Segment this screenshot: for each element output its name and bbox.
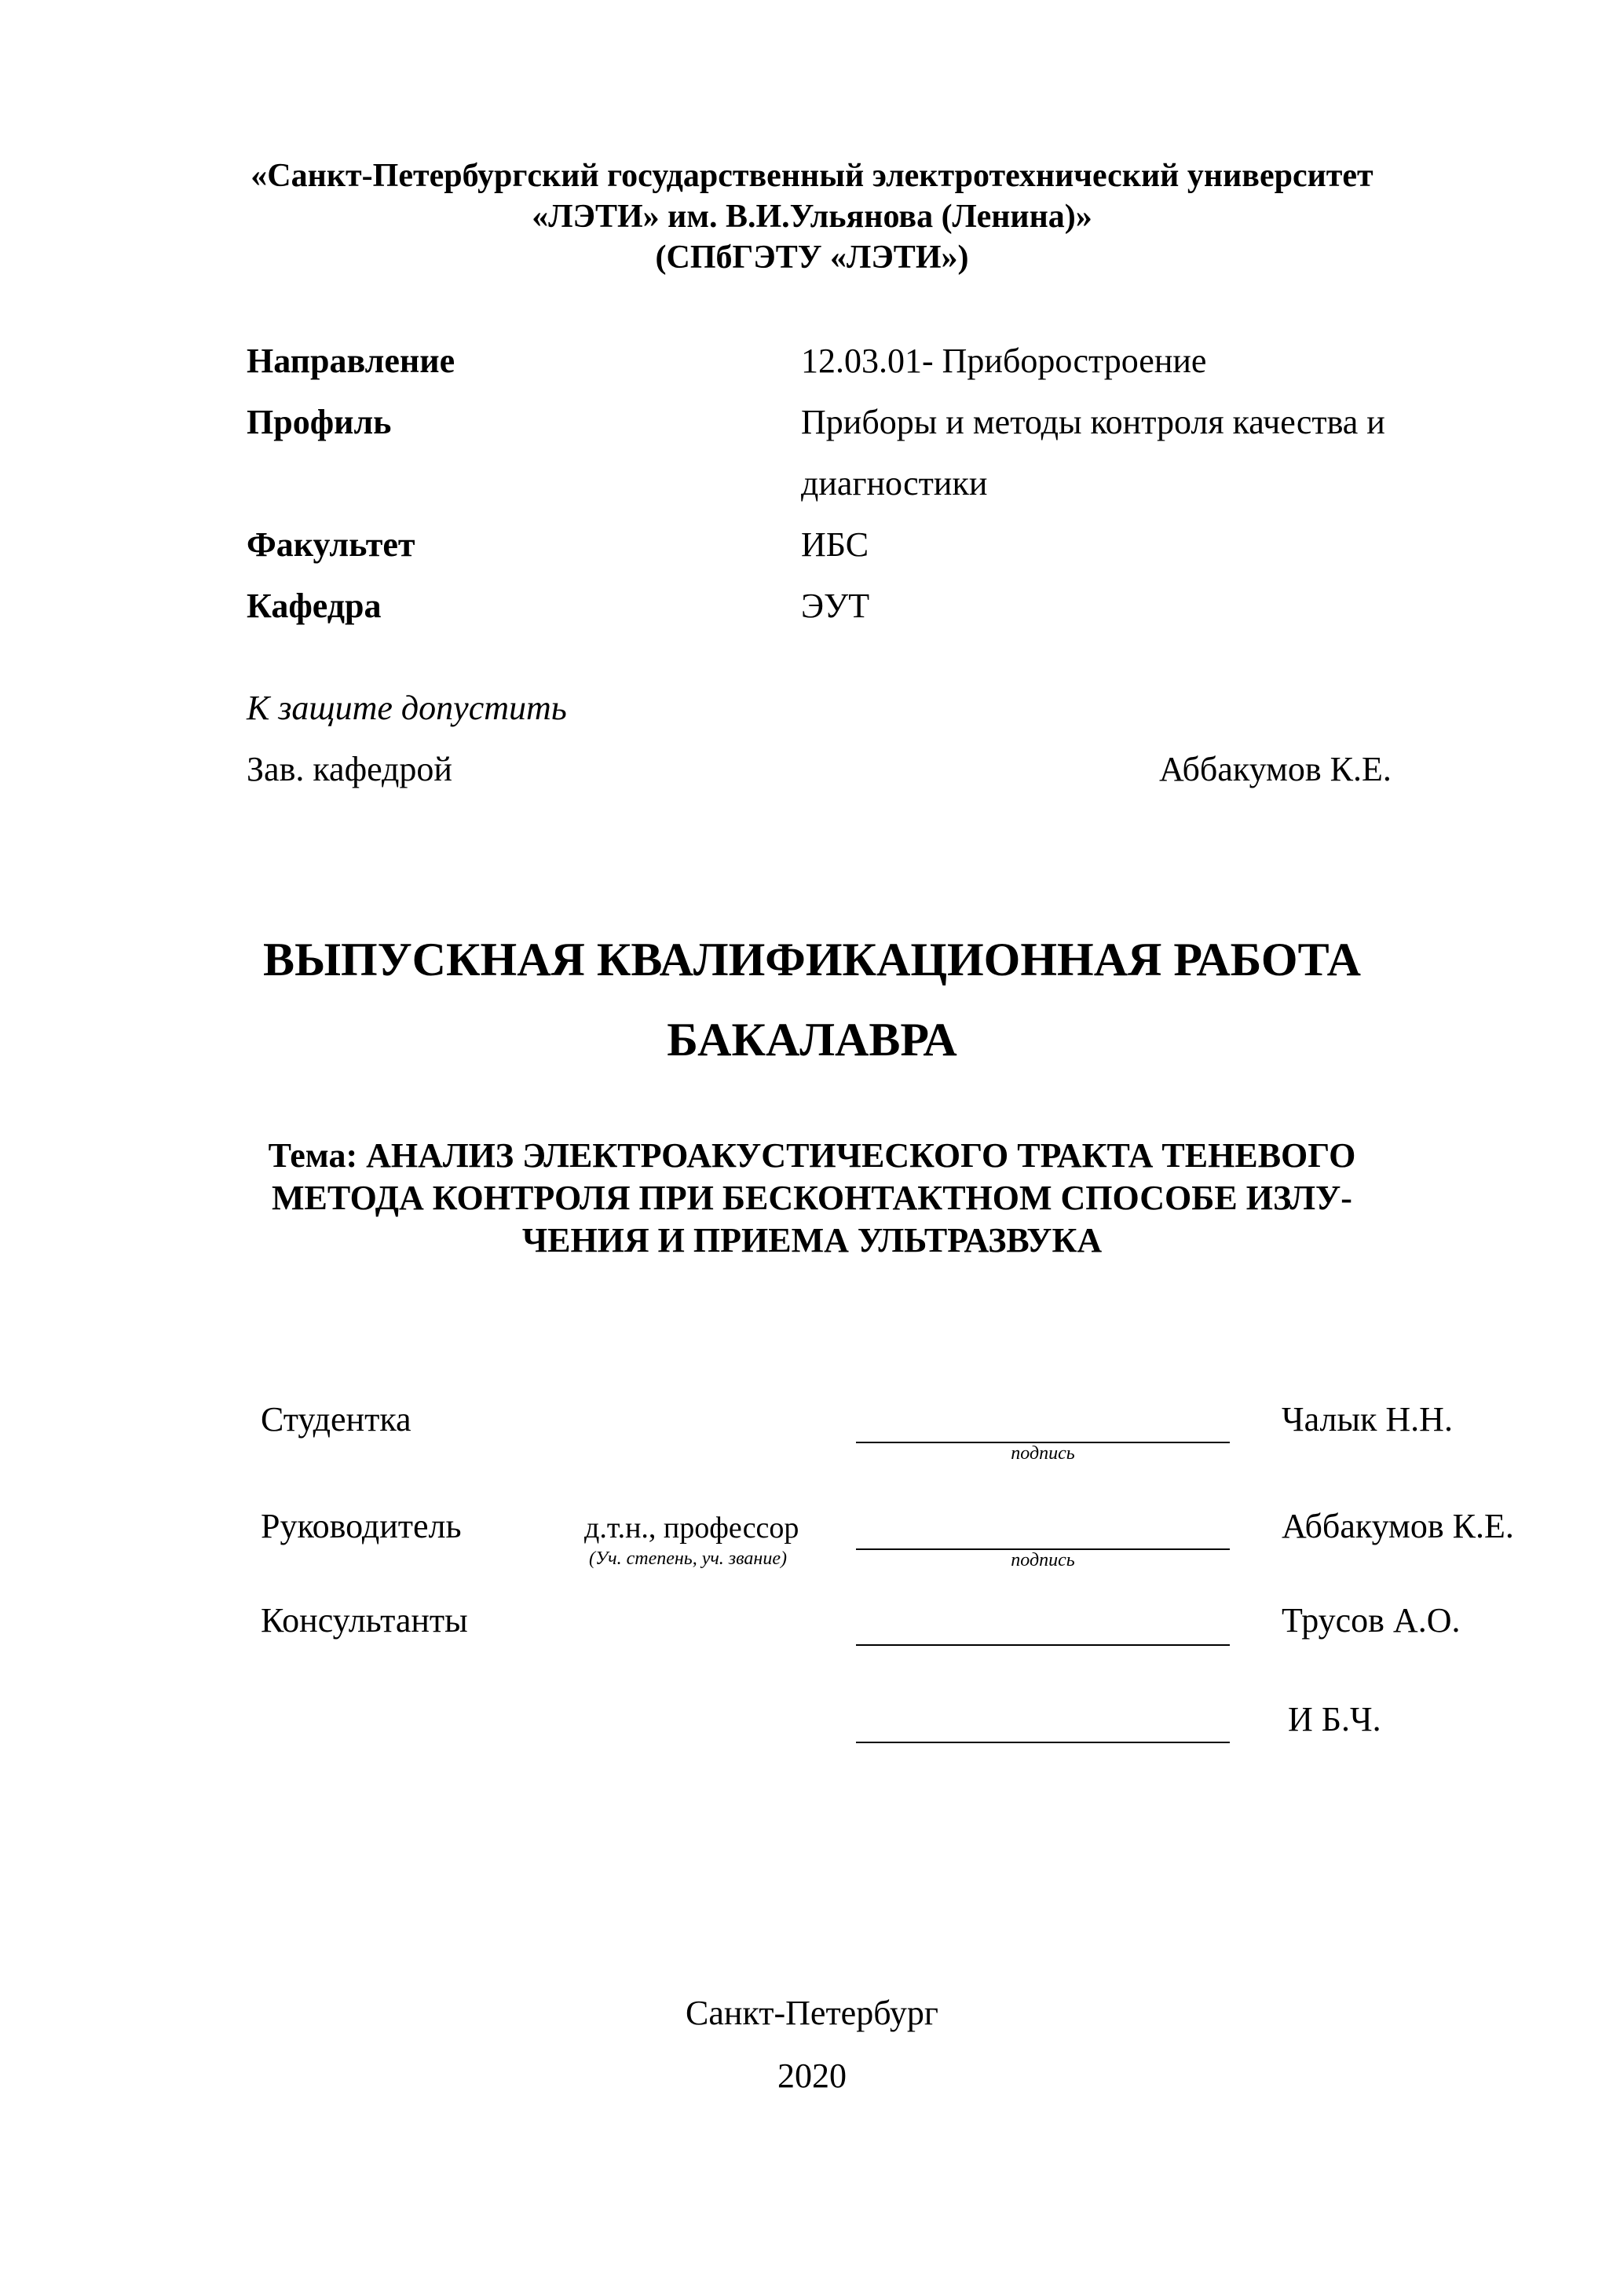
student-name: Чалык Н.Н.: [1282, 1400, 1453, 1439]
supervisor-degree: д.т.н., профессор: [584, 1512, 799, 1545]
faculty-value: ИБС: [801, 525, 869, 564]
profile-value-line1: Приборы и методы контроля качества и: [801, 403, 1385, 441]
direction-label: Направление: [247, 342, 455, 380]
admit-to-defense-text: К защите допустить: [247, 689, 567, 727]
student-role: Студентка: [261, 1400, 411, 1439]
topic-line3: ЧЕНИЯ И ПРИЕМА УЛЬТРАЗВУКА: [521, 1221, 1103, 1260]
consultants-role: Консультанты: [261, 1601, 468, 1640]
supervisor-role: Руководитель: [261, 1507, 462, 1545]
head-of-department-label: Зав. кафедрой: [247, 750, 452, 788]
profile-value-line2: диагностики: [801, 464, 988, 503]
direction-value: 12.03.01- Приборостроение: [801, 342, 1207, 380]
consultant2-name: И Б.Ч.: [1288, 1700, 1381, 1738]
thesis-title-line1: ВЫПУСКНАЯ КВАЛИФИКАЦИОННАЯ РАБОТА: [263, 934, 1361, 985]
topic-line1: Тема: АНАЛИЗ ЭЛЕКТРОАКУСТИЧЕСКОГО ТРАКТА ТЕНЕВОГО: [268, 1136, 1356, 1175]
consultant1-name: Трусов А.О.: [1282, 1601, 1461, 1640]
consultant2-signature-line: [856, 1742, 1230, 1743]
university-name-line1: «Санкт-Петербургский государственный электротехнический университет: [251, 158, 1373, 194]
university-name-line2: «ЛЭТИ» им. В.И.Ульянова (Ленина)»: [532, 199, 1092, 235]
consultant1-signature-line: [856, 1644, 1230, 1646]
head-of-department-name: Аббакумов К.Е.: [1159, 750, 1392, 788]
university-abbreviation: (СПбГЭТУ «ЛЭТИ»): [655, 239, 969, 276]
department-label: Кафедра: [247, 587, 382, 625]
supervisor-degree-caption: (Уч. степень, уч. звание): [589, 1548, 787, 1569]
footer-year: 2020: [777, 2057, 847, 2095]
profile-label: Профиль: [247, 403, 392, 441]
faculty-label: Факультет: [247, 525, 415, 564]
footer-city: Санкт-Петербург: [686, 1994, 938, 2032]
supervisor-name: Аббакумов К.Е.: [1282, 1507, 1514, 1545]
supervisor-signature-caption: подпись: [1011, 1550, 1075, 1570]
student-signature-caption: подпись: [1011, 1443, 1075, 1464]
topic-line2: МЕТОДА КОНТРОЛЯ ПРИ БЕСКОНТАКТНОМ СПОСОБЕ ИЗЛУ-: [272, 1179, 1352, 1217]
department-value: ЭУТ: [801, 587, 870, 625]
thesis-title-line2: БАКАЛАВРА: [667, 1014, 957, 1066]
